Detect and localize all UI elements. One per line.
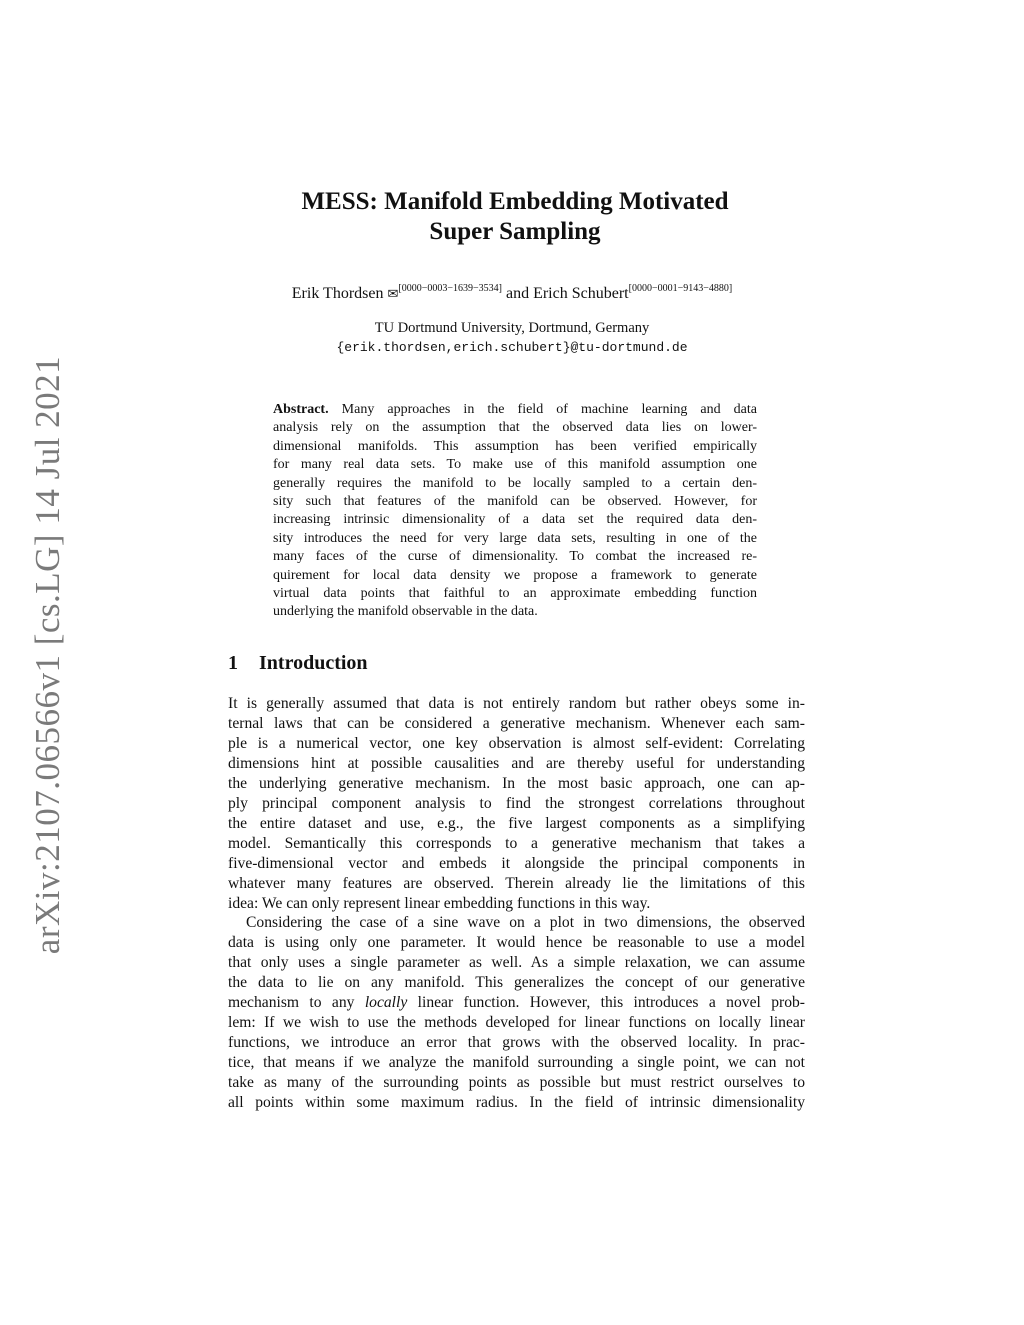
author-name: Erich Schubert bbox=[533, 285, 629, 302]
abstract-line: quirement for local data density we propose a framework to generate bbox=[273, 567, 757, 583]
body-line: data is using only one parameter. It would hence be reasonable to use a model bbox=[228, 934, 805, 952]
abstract-line bbox=[273, 401, 757, 419]
affiliation: TU Dortmund University, Dortmund, Germany bbox=[374, 320, 650, 336]
title-line: MESS: Manifold Embedding Motivated bbox=[301, 188, 729, 215]
abstract bbox=[273, 401, 757, 622]
abstract-line: virtual data points that faithful to an approximate embedding function bbox=[273, 586, 757, 602]
section-number: 1 bbox=[228, 652, 238, 674]
body-line: idea: We can only represent linear embedding functions in this way. bbox=[228, 894, 651, 912]
abstract-line: for many real data sets. To make use of this manifold assumption one bbox=[273, 457, 757, 473]
body-text bbox=[228, 694, 805, 1113]
abstract-line: underlying the manifold observable in the data. bbox=[273, 604, 538, 620]
abstract-line: generally requires the manifold to be locally sampled to a certain den- bbox=[273, 475, 757, 491]
arxiv-identifier: arXiv:2107.06566v1 [cs.LG] 14 Jul 2021 bbox=[28, 355, 67, 955]
paper-title bbox=[0, 187, 1024, 247]
emphasis: locally bbox=[364, 994, 408, 1012]
body-line: ple is a numerical vector, one key observation is almost self-evident: Correlating bbox=[228, 734, 805, 752]
and-text: and bbox=[501, 285, 534, 302]
abstract-line: sity introduces the need for very large data sets, resulting in one of the bbox=[273, 530, 757, 546]
body-line: the underlying generative mechanism. In the most basic approach, one can ap- bbox=[228, 774, 805, 792]
title-line: Super Sampling bbox=[429, 218, 601, 245]
text: mechanism to any bbox=[228, 994, 365, 1012]
body-line: whatever many features are observed. Therein already lie the limitations of this bbox=[228, 874, 805, 892]
body-line: tice, that means if we analyze the manifold surrounding a single point, we can not bbox=[228, 1054, 805, 1072]
abstract-line: sity such that features of the manifold can be observed. However, for bbox=[273, 494, 757, 510]
abstract-label: Abstract. bbox=[273, 402, 329, 417]
body-line: take as many of the surrounding points as possible but must restrict ourselves to bbox=[228, 1074, 805, 1092]
authors bbox=[0, 283, 1024, 303]
body-line: that only uses a single parameter as well. As a simple relaxation, we can assume bbox=[228, 954, 805, 972]
text: linear function. However, this introduces a novel prob- bbox=[407, 994, 805, 1012]
section-title: Introduction bbox=[259, 652, 368, 674]
orcid: [0000−0001−9143−4880] bbox=[628, 283, 733, 294]
abstract-line: many faces of the curse of dimensionality. To combat the increased re- bbox=[273, 549, 757, 565]
section-heading bbox=[228, 652, 368, 675]
mail-icon: ✉ bbox=[387, 286, 399, 301]
body-line: five-dimensional vector and embeds it alongside the principal components in bbox=[228, 854, 805, 872]
body-line: It is generally assumed that data is not entirely random but rather obeys some in- bbox=[228, 695, 805, 712]
author-name: Erik Thordsen bbox=[291, 285, 384, 302]
body-line: lem: If we wish to use the methods developed for linear functions on locally linear bbox=[228, 1014, 805, 1032]
text: Many approaches in the field of machine learning and data bbox=[328, 402, 757, 417]
body-line: the entire dataset and use, e.g., the five largest components as a simplifying bbox=[228, 814, 805, 832]
affiliation-block bbox=[0, 319, 1024, 357]
abstract-line: increasing intrinsic dimensionality of a data set the required data den- bbox=[273, 512, 757, 528]
abstract-line: dimensional manifolds. This assumption has been verified empirically bbox=[273, 438, 757, 454]
body-line: ply principal component analysis to find the strongest correlations throughout bbox=[228, 794, 805, 812]
body-line: model. Semantically this corresponds to a generative mechanism that takes a bbox=[228, 834, 805, 852]
body-line: Considering the case of a sine wave on a plot in two dimensions, the observed bbox=[246, 914, 805, 932]
body-line bbox=[228, 993, 805, 1013]
abstract-line: analysis rely on the assumption that the observed data lies on lower- bbox=[273, 420, 757, 436]
body-line: the data to lie on any manifold. This generalizes the concept of our generative bbox=[228, 974, 805, 992]
body-line: all points within some maximum radius. In the field of intrinsic dimensionality bbox=[228, 1094, 805, 1112]
body-line: functions, we introduce an error that grows with the observed locality. In prac- bbox=[228, 1034, 805, 1052]
orcid: [0000−0003−1639−3534] bbox=[398, 283, 502, 294]
email: {erik.thordsen,erich.schubert}@tu-dortmund.de bbox=[336, 340, 688, 355]
body-line: dimensions hint at possible causalities and are thereby useful for understanding bbox=[228, 754, 805, 772]
body-line: ternal laws that can be considered a generative mechanism. Whenever each sam- bbox=[228, 714, 805, 732]
